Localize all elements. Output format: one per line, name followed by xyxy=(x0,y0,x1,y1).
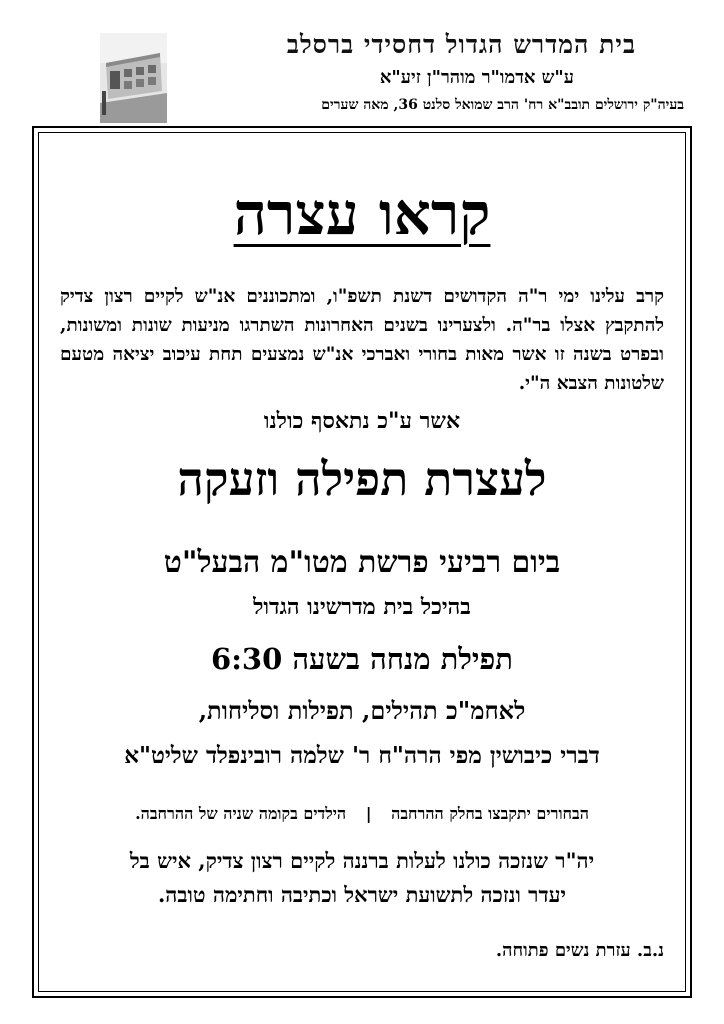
day-line: ביום רביעי פרשת מטו"מ הבעל"ט xyxy=(163,545,561,580)
event-name: לעצרת תפילה וזעקה xyxy=(177,452,547,506)
place-line: בהיכל בית מדרשינו הגדול xyxy=(253,594,471,620)
intro-paragraph: קרב עלינו ימי ר"ה הקדושים דשנת תשפ"ו, ומתכוננים אנ"ש לקיים רצון צדיק להתקבץ אצלו בר"ה. ולצערינו בשנים האחרונות השתרגו מניעות שונות ומשונות, ובפרט בשנה זו אשר מאות בחורי ואברכי אנ"ש נמצעים תחת עיכוב יציאה מטעם שלטונות הצבא ה"י. xyxy=(60,286,664,394)
arrangement-row xyxy=(60,804,664,824)
speaker-line: דברי כיבושין מפי הרה"ח ר' שלמה רובינפלד שליט"א xyxy=(124,742,600,769)
main-title: קראו עצרה xyxy=(233,180,491,248)
mincha-time-line: תפילת מנחה בשעה 6:30 xyxy=(211,642,513,676)
gather-line: אשר ע"כ נתאסף כולנו xyxy=(263,408,461,434)
bochurim-note: הבחורים יתקבצו בחלק ההרחבה xyxy=(391,804,589,823)
header xyxy=(0,0,724,128)
program-line: לאחמ"כ תהילים, תפילות וסליחות, xyxy=(198,696,526,725)
children-note: הילדים בקומה שניה של ההרחבה. xyxy=(135,804,347,823)
building-photo xyxy=(100,33,167,123)
address-line: בעיה"ק ירושלים תובב"א רח' הרב שמואל סלנט 36, מאה שערים xyxy=(321,97,684,113)
institution-title: בית המדרש הגדול דחסידי ברסלב xyxy=(286,30,636,59)
separator: | xyxy=(365,804,372,823)
womens-section-note: נ.ב. עזרת נשים פתוחה. xyxy=(495,940,664,961)
dedication-line: ע"ש אדמו"ר מוהר"ן זיע"א xyxy=(379,67,574,88)
blessing-line-2: יעדר ונזכה לתשועת ישראל וכתיבה וחתימה טובה. xyxy=(158,882,566,907)
blessing-line-1: יה"ר שנזכה כולנו לעלות ברננה לקיים רצון צדיק, איש בל xyxy=(129,848,595,873)
blessing xyxy=(60,844,664,912)
